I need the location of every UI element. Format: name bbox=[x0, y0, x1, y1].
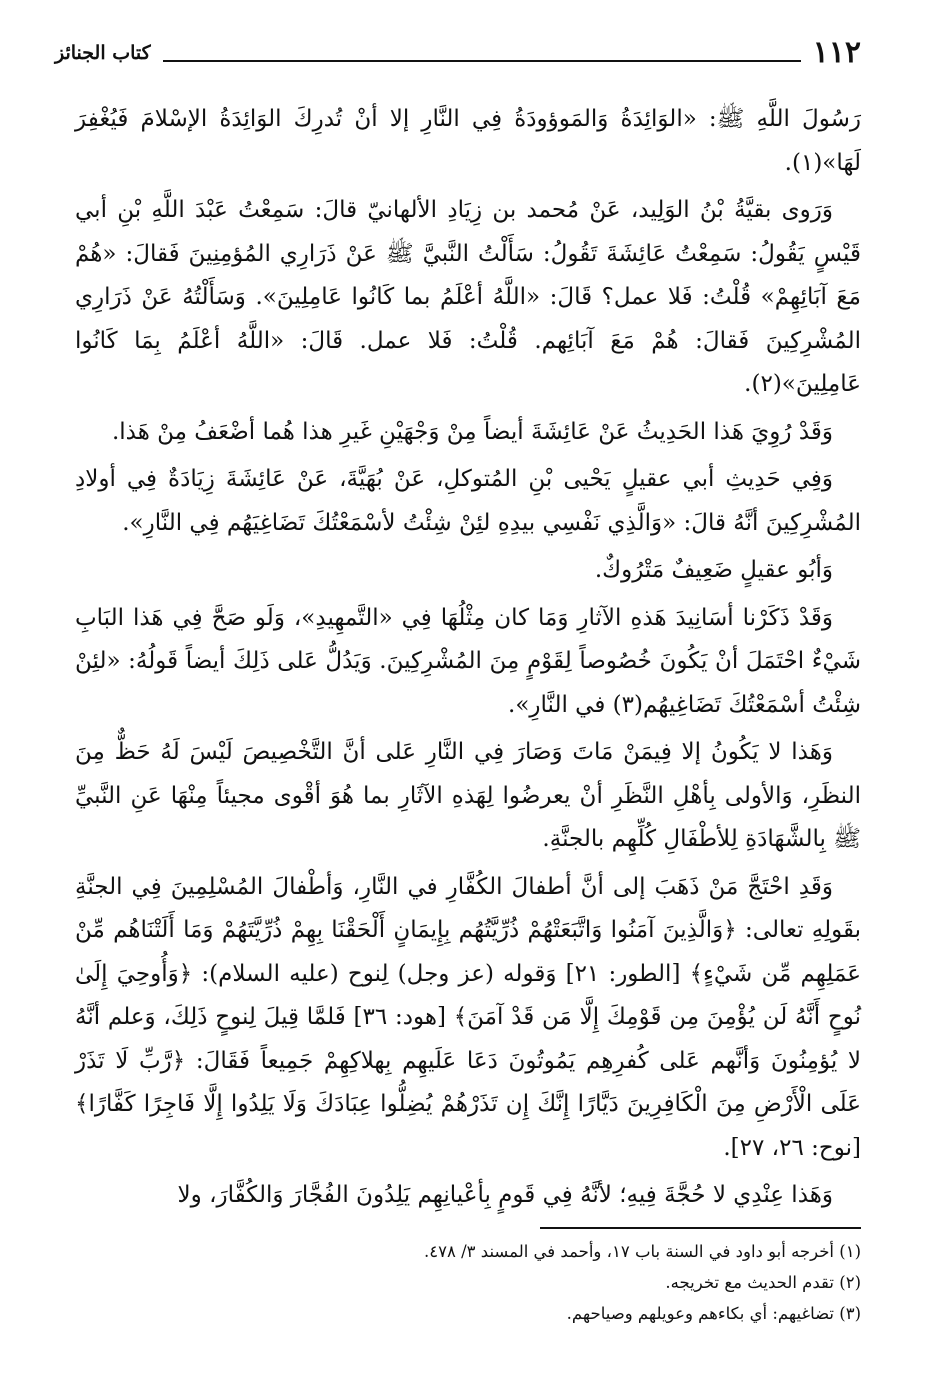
paragraph: وَرَوى بقيَّةُ بْنُ الوَلِيد، عَنْ مُحمد بن زِيَادِ الألهانيّ قالَ: سَمِعْتُ عَبْدَ اللَّهِ بْنِ أبي قَيْسٍ يَقُولُ: سَمِعْتُ عَائِشَةَ تَقُولُ: سَأَلْتُ النَّبيَّ ﷺ عَنْ ذَرَارِي المُؤمِنِينَ فَقالَ: «هُمْ مَعَ آبَائِهِمْ» قُلْتُ: فَلا عمل؟ قَالَ: «اللَّهُ أعْلَمُ بما كَانُوا عَامِلِينَ». وَسَأَلْتُهُ عَنْ ذَرَارِي المُشْرِكِينَ فَقالَ: هُمْ مَعَ آبَائِهم. قُلْتُ: فَلا عمل. قَالَ: «اللَّهُ أعْلَمُ بِمَا كَانُوا عَامِلِينَ»(٢). bbox=[75, 197, 861, 397]
footnote: (٣) تضاغيهم: أي بكاءهم وعويلهم وصياحهم. bbox=[566, 1304, 861, 1323]
paragraph: وَهَذا لا يَكُونُ إلا فِيمَنْ مَاتَ وَصَارَ فِي النَّارِ عَلى أنَّ التَّخْصِيصَ لَيْسَ لَهُ حَظٌّ مِنَ النظَرِ، وَالأولى بِأهْلِ النَّظَرِ أنْ يعرضُوا لِهَذهِ الآثَارِ بما هُوَ أقْوى مجيئاً مِنْهَا عَنِ النَّبيِّ ﷺ بِالشَّهَادَةِ لِلأطْفَالِ كُلِّهِم بالجنَّةِ. bbox=[75, 739, 861, 852]
paragraph: وَأبُو عقيلٍ ضَعِيفٌ مَتْرُوكٌ. bbox=[594, 557, 833, 583]
paragraph: وَهَذا عِنْدِي لا حُجَّةَ فِيهِ؛ لأنَّهُ فِي قَومٍ بِأعْيانِهِم يَلِدُونَ الفُجَّارَ وَالكُفَّارَ، ولا bbox=[177, 1182, 833, 1208]
book-title: كتاب الجنائز bbox=[55, 42, 151, 64]
paragraph: وَقَدْ رُوِيَ هَذا الحَدِيثُ عَنْ عَائِشَةَ أيضاً مِنْ وَجْهَيْنِ غَيرِ هذا هُما أضْعَفُ مِنْ هَذا. bbox=[111, 418, 833, 445]
footnote-separator bbox=[540, 1227, 861, 1229]
paragraph: رَسُولَ اللَّهِ ﷺ: «الوَائِدَةُ وَالمَوؤودَةُ فِي النَّارِ إلا أنْ تُدرِكَ الوَائِدَةُ الإسْلامَ فَيُغْفِرَ لَهَا»(١). bbox=[75, 106, 861, 176]
main-text bbox=[75, 98, 861, 1222]
page-number: ١١٢ bbox=[812, 35, 861, 70]
footnote: (١) أخرجه أبو داود في السنة باب ١٧، وأحمد في المسند ٣/ ٤٧٨. bbox=[424, 1242, 861, 1261]
paragraph: وَفِي حَدِيثِ أبي عقيلٍ يَحْيى بْنِ المُتوكلِ، عَنْ بُهَيَّةَ، عَنْ عَائِشَةَ زِيَادَةٌ فِي أولادِ المُشْرِكِينَ أنَّهُ قالَ: «وَالَّذِي نَفْسِي بيدِهِ لئِنْ شِئْتُ لأسْمَعْتُكَ تَضَاغِيَهُم فِي النَّارِ». bbox=[75, 466, 861, 536]
paragraph: وَقَدِ احْتَجَّ مَنْ ذَهَبَ إلى أنَّ أطفالَ الكُفَّارِ في النَّارِ، وَأطْفالَ المُسْلِمِينَ فِي الجنَّةِ بقَولِهِ تعالى: ﴿وَالَّذِينَ آمَنُوا وَاتَّبَعَتْهُمْ ذُرِّيَّتُهُم بِإِيمَانٍ أَلْحَقْنَا بِهِمْ ذُرِّيَّتَهُمْ وَمَا أَلَتْنَاهُم مِّنْ عَمَلِهِم مِّن شَيْءٍ﴾ [الطور: ٢١] وَقوله (عز وجل) لِنوح (عليه السلام): ﴿وَأُوحِيَ إِلَىٰ نُوحٍ أَنَّهُ لَن يُؤْمِنَ مِن قَوْمِكَ إِلَّا مَن قَدْ آمَنَ﴾ [هود: ٣٦] فَلمَّا قِيلَ لِنوحٍ ذَلِكَ، وَعلم أنَّهُ لا يُؤمِنُونَ وَأنَّهم عَلى كُفرِهِم يَمُوتُونَ دَعَا عَلَيهِم بِهلاكِهِمْ جَمِيعاً فَقَالَ: ﴿رَّبِّ لَا تَذَرْ عَلَى الْأَرْضِ مِنَ الْكَافِرِينَ دَيَّارًا إِنَّكَ إِن تَذَرْهُمْ يُضِلُّوا عِبَادَكَ وَلَا يَلِدُوا إِلَّا فَاجِرًا كَفَّارًا﴾ [نوح: ٢٦، ٢٧]. bbox=[75, 873, 861, 1161]
footnote: (٢) تقدم الحديث مع تخريجه. bbox=[665, 1273, 861, 1292]
page-header bbox=[55, 30, 861, 70]
paragraph: وَقَدْ ذَكَرْنا أسَانِيدَ هَذهِ الآثارِ وَمَا كان مِثْلُهَا فِي «التَّمهِيدِ»، وَلَو صَحَّ فِي هَذا البَابِ شَيْءٌ احْتَمَلَ أنْ يَكُونَ خُصُوصاً لِقَوْمٍ مِنَ المُشْرِكِينَ. وَيَدُلُّ عَلى ذَلِكَ أيضاً قَولُهُ: «لئِنْ شِئْتُ أسْمَعْتُكَ تَضَاغِيهُم(٣) في النَّارِ». bbox=[75, 604, 861, 718]
header-rule bbox=[163, 60, 801, 62]
footnotes bbox=[75, 1236, 861, 1329]
